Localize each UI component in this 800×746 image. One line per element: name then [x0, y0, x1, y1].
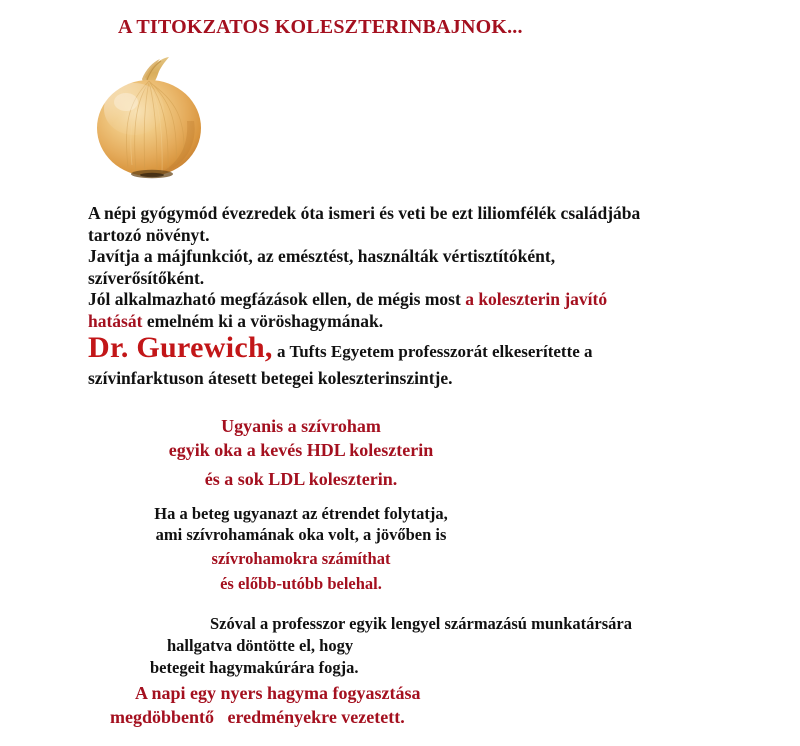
page-title: A TITOKZATOS KOLESZTERINBAJNOK...: [118, 16, 523, 38]
intro-paragraph: [88, 203, 728, 332]
statement-hdl: [86, 414, 516, 462]
intro-line-4: szíverősítőként.: [88, 267, 205, 288]
intro-line-3: Javítja a májfunkciót, az emésztést, használták vértisztítóként,: [88, 246, 556, 266]
prognosis-paragraph: [86, 503, 516, 595]
prognosis-line-4: és előbb-utóbb belehal.: [220, 574, 382, 593]
onion-image: [90, 55, 208, 180]
statement-ldl: [86, 467, 516, 491]
statement-hdl-line-1: Ugyanis a szívroham: [221, 416, 381, 436]
conclusion-paragraph: [110, 681, 590, 729]
doctor-name: Dr. Gurewich,: [88, 331, 273, 364]
intro-line-5-accent: a koleszterin javító: [465, 289, 608, 309]
intro-line-5-plain: Jól alkalmazható megfázások ellen, de mégis most: [88, 289, 466, 309]
decision-line-2: hallgatva döntötte el, hogy: [167, 636, 354, 655]
decision-line-3: betegeit hagymakúrára fogja.: [150, 658, 359, 677]
conclusion-line-1: A napi egy nyers hagyma fogyasztása: [135, 683, 421, 703]
doctor-line-1-rest: a Tufts Egyetem professzorát elkeserítette a: [272, 342, 593, 361]
statement-ldl-line-1: és a sok LDL koleszterin.: [204, 469, 398, 489]
intro-line-2: tartozó növényt.: [88, 224, 210, 245]
doctor-line-2: szívinfarktuson átesett betegei koleszterinszintje.: [88, 368, 453, 388]
statement-hdl-line-2: egyik oka a kevés HDL koleszterin: [168, 440, 434, 460]
intro-line-1: A népi gyógymód évezredek óta ismeri és veti be ezt liliomfélék családjába: [88, 203, 641, 223]
decision-line-1: Szóval a professzor egyik lengyel származású munkatársára: [210, 614, 632, 633]
prognosis-line-2: ami szívrohamának oka volt, a jövőben is: [155, 525, 447, 544]
intro-line-6: [88, 311, 728, 333]
doctor-paragraph: [88, 333, 738, 390]
intro-line-6-plain: emelném ki a vöröshagymának.: [142, 310, 384, 331]
intro-line-5: [88, 289, 728, 311]
conclusion-line-2: megdöbbentő eredményekre vezetett.: [110, 707, 405, 727]
prognosis-line-1: Ha a beteg ugyanazt az étrendet folytatja,: [154, 504, 448, 523]
onion-illustration-svg: [90, 55, 208, 180]
prognosis-line-3: szívrohamokra számíthat: [211, 549, 391, 568]
intro-line-6-accent: hatását: [88, 310, 143, 331]
decision-paragraph: [150, 613, 750, 679]
